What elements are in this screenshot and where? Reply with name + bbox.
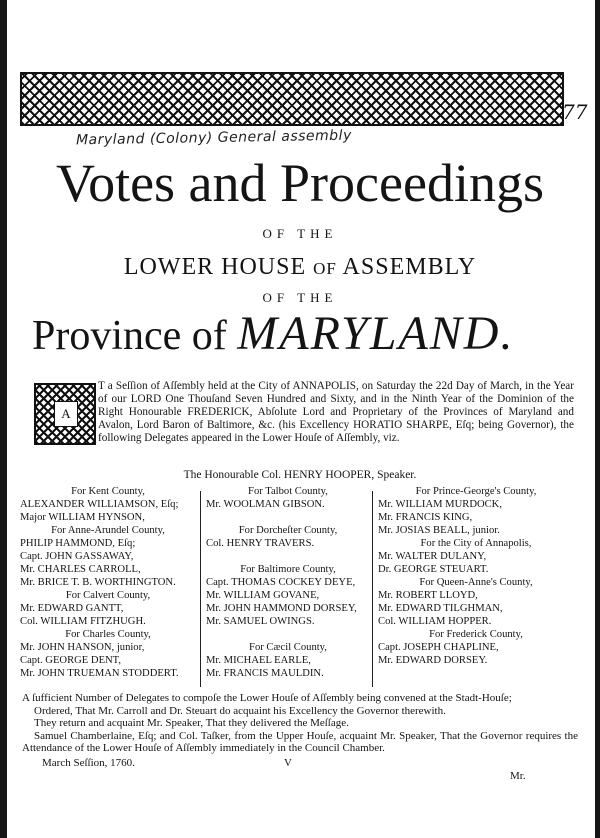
- intro-paragraph: [98, 380, 574, 445]
- delegate-name: Mr. ROBERT LLOYD,: [378, 590, 478, 601]
- title-province-prefix: Province of: [32, 313, 227, 359]
- county-heading: For the City of Annapolis,: [420, 538, 532, 549]
- signature-mark: V: [284, 757, 292, 769]
- paragraph-upper-house: Samuel Chamberlaine, Eſq; and Col. Taſker, from the Upper Houſe, acquaint Mr. Speaker, That the Governor requires the Attendance of the Lower Houſe of Aſſembly immediately in the Council Chamber.: [22, 729, 578, 755]
- title-of-the-1: OF THE: [262, 226, 338, 241]
- county-heading: For Frederick County,: [429, 629, 523, 640]
- delegate-name: Mr. SAMUEL OWINGS.: [206, 616, 315, 627]
- title-votes-proceedings: Votes and Proceedings: [56, 153, 544, 213]
- delegate-name: Mr. BRICE T. B. WORTHINGTON.: [20, 577, 176, 588]
- delegate-name: Col. WILLIAM FITZHUGH.: [20, 616, 146, 627]
- delegate-name: Mr. EDWARD DORSEY.: [378, 655, 488, 666]
- delegates-column-3: [378, 485, 574, 667]
- delegate-name: Mr. JOHN HANSON, junior,: [20, 642, 145, 653]
- paragraph-quorum: A ſufficient Number of Delegates to compoſe the Lower Houſe of Aſſembly being convened at the Stadt-Houſe;: [22, 692, 512, 704]
- county-heading: For Charles County,: [65, 629, 151, 640]
- county-heading: For Calvert County,: [65, 590, 151, 601]
- delegate-name: Mr. JOHN TRUEMAN STODDERT.: [20, 668, 179, 679]
- paragraph-ordered: Ordered, That Mr. Carroll and Dr. Steuart do acquaint his Excellency the Governor therewith.: [34, 704, 446, 717]
- delegates-column-2: [206, 485, 370, 680]
- ornamental-header-band: [20, 72, 564, 126]
- delegate-name: Capt. THOMAS COCKEY DEYE,: [206, 577, 356, 588]
- county-heading: For Prince-George's County,: [415, 486, 537, 497]
- county-heading: For Queen-Anne's County,: [419, 577, 533, 588]
- title-of-the-2: OF THE: [262, 290, 338, 305]
- scan-edge-left: [0, 0, 7, 838]
- county-heading: For Dorcheſter County,: [238, 525, 338, 536]
- proceedings-text: [22, 692, 578, 755]
- speaker-line: The Honourable Col. HENRY HOOPER, Speaker.: [183, 469, 417, 481]
- delegate-name: PHILIP HAMMOND, Eſq;: [20, 538, 136, 549]
- delegate-name: Mr. FRANCIS MAULDIN.: [206, 668, 324, 679]
- county-heading: For Kent County,: [71, 486, 145, 497]
- delegate-name: Mr. EDWARD GANTT,: [20, 603, 124, 614]
- delegates-column-1: [20, 485, 196, 680]
- list-spacer: [206, 550, 370, 563]
- county-heading: For Baltimore County,: [240, 564, 336, 575]
- initial-letter: A: [54, 401, 78, 427]
- delegate-name: Mr. JOHN HAMMOND DORSEY,: [206, 603, 357, 614]
- delegate-name: Capt. JOHN GASSAWAY,: [20, 551, 134, 562]
- delegate-name: Mr. EDWARD TILGHMAN,: [378, 603, 503, 614]
- delegate-name: ALEXANDER WILLIAMSON, Eſq;: [20, 499, 179, 510]
- county-heading: For Talbot County,: [248, 486, 328, 497]
- delegates-list: [20, 485, 576, 695]
- column-rule-2: [372, 491, 373, 687]
- delegate-name: Mr. WALTER DULANY,: [378, 551, 487, 562]
- delegate-name: Capt. GEORGE DENT,: [20, 655, 122, 666]
- title-province-name: MARYLAND.: [237, 307, 515, 360]
- title-lower-house: LOWER HOUSE of ASSEMBLY: [123, 254, 477, 280]
- paragraph-return: They return and acquaint Mr. Speaker, That they delivered the Meſſage.: [34, 717, 349, 730]
- ornamental-initial: [34, 383, 96, 445]
- delegate-name: Col. HENRY TRAVERS.: [206, 538, 315, 549]
- delegate-name: Mr. MICHAEL EARLE,: [206, 655, 311, 666]
- delegate-name: Col. WILLIAM HOPPER.: [378, 616, 492, 627]
- county-heading: For Cæcil County,: [249, 642, 327, 653]
- delegate-name: Mr. JOSIAS BEALL, junior.: [378, 525, 500, 536]
- delegate-name: Capt. JOSEPH CHAPLINE,: [378, 642, 499, 653]
- intro-text: T a Seſſion of Aſſembly held at the City of ANNAPOLIS, on Saturday the 22d Day of March, in the Year of our LORD One Thouſand Seven Hundred and Sixty, and in the Ninth Year of the Dominion of the Right Honourable FREDERICK, Abſolute Lord and Proprietary of the Provinces of Maryland and Avalon, Lord Baron of Baltimore, &c. (his Excellency HORATIO SHARPE, Eſq; being Governor), the following Delegates appeared in the Lower Houſe of Aſſembly, viz.: [98, 380, 574, 444]
- delegate-name: Mr. WILLIAM MURDOCK,: [378, 499, 502, 510]
- list-spacer: [206, 628, 370, 641]
- title-province: [32, 308, 592, 362]
- county-heading: For Anne-Arundel County,: [51, 525, 165, 536]
- handwritten-catalog-note: Maryland (Colony) General assembly: [75, 127, 352, 149]
- catchword: Mr.: [510, 770, 526, 782]
- session-label: March Seſſion, 1760.: [42, 757, 135, 769]
- delegate-name: Major WILLIAM HYNSON,: [20, 512, 145, 523]
- delegate-name: Mr. CHARLES CARROLL,: [20, 564, 141, 575]
- scan-edge-right: [595, 0, 600, 838]
- column-rule-1: [200, 491, 201, 687]
- delegate-name: Mr. WILLIAM GOVANE,: [206, 590, 320, 601]
- delegate-name: Mr. WOOLMAN GIBSON.: [206, 499, 325, 510]
- delegate-name: Mr. FRANCIS KING,: [378, 512, 473, 523]
- page-number: 77: [562, 100, 588, 124]
- delegate-name: Dr. GEORGE STEUART.: [378, 564, 489, 575]
- list-spacer: [206, 511, 370, 524]
